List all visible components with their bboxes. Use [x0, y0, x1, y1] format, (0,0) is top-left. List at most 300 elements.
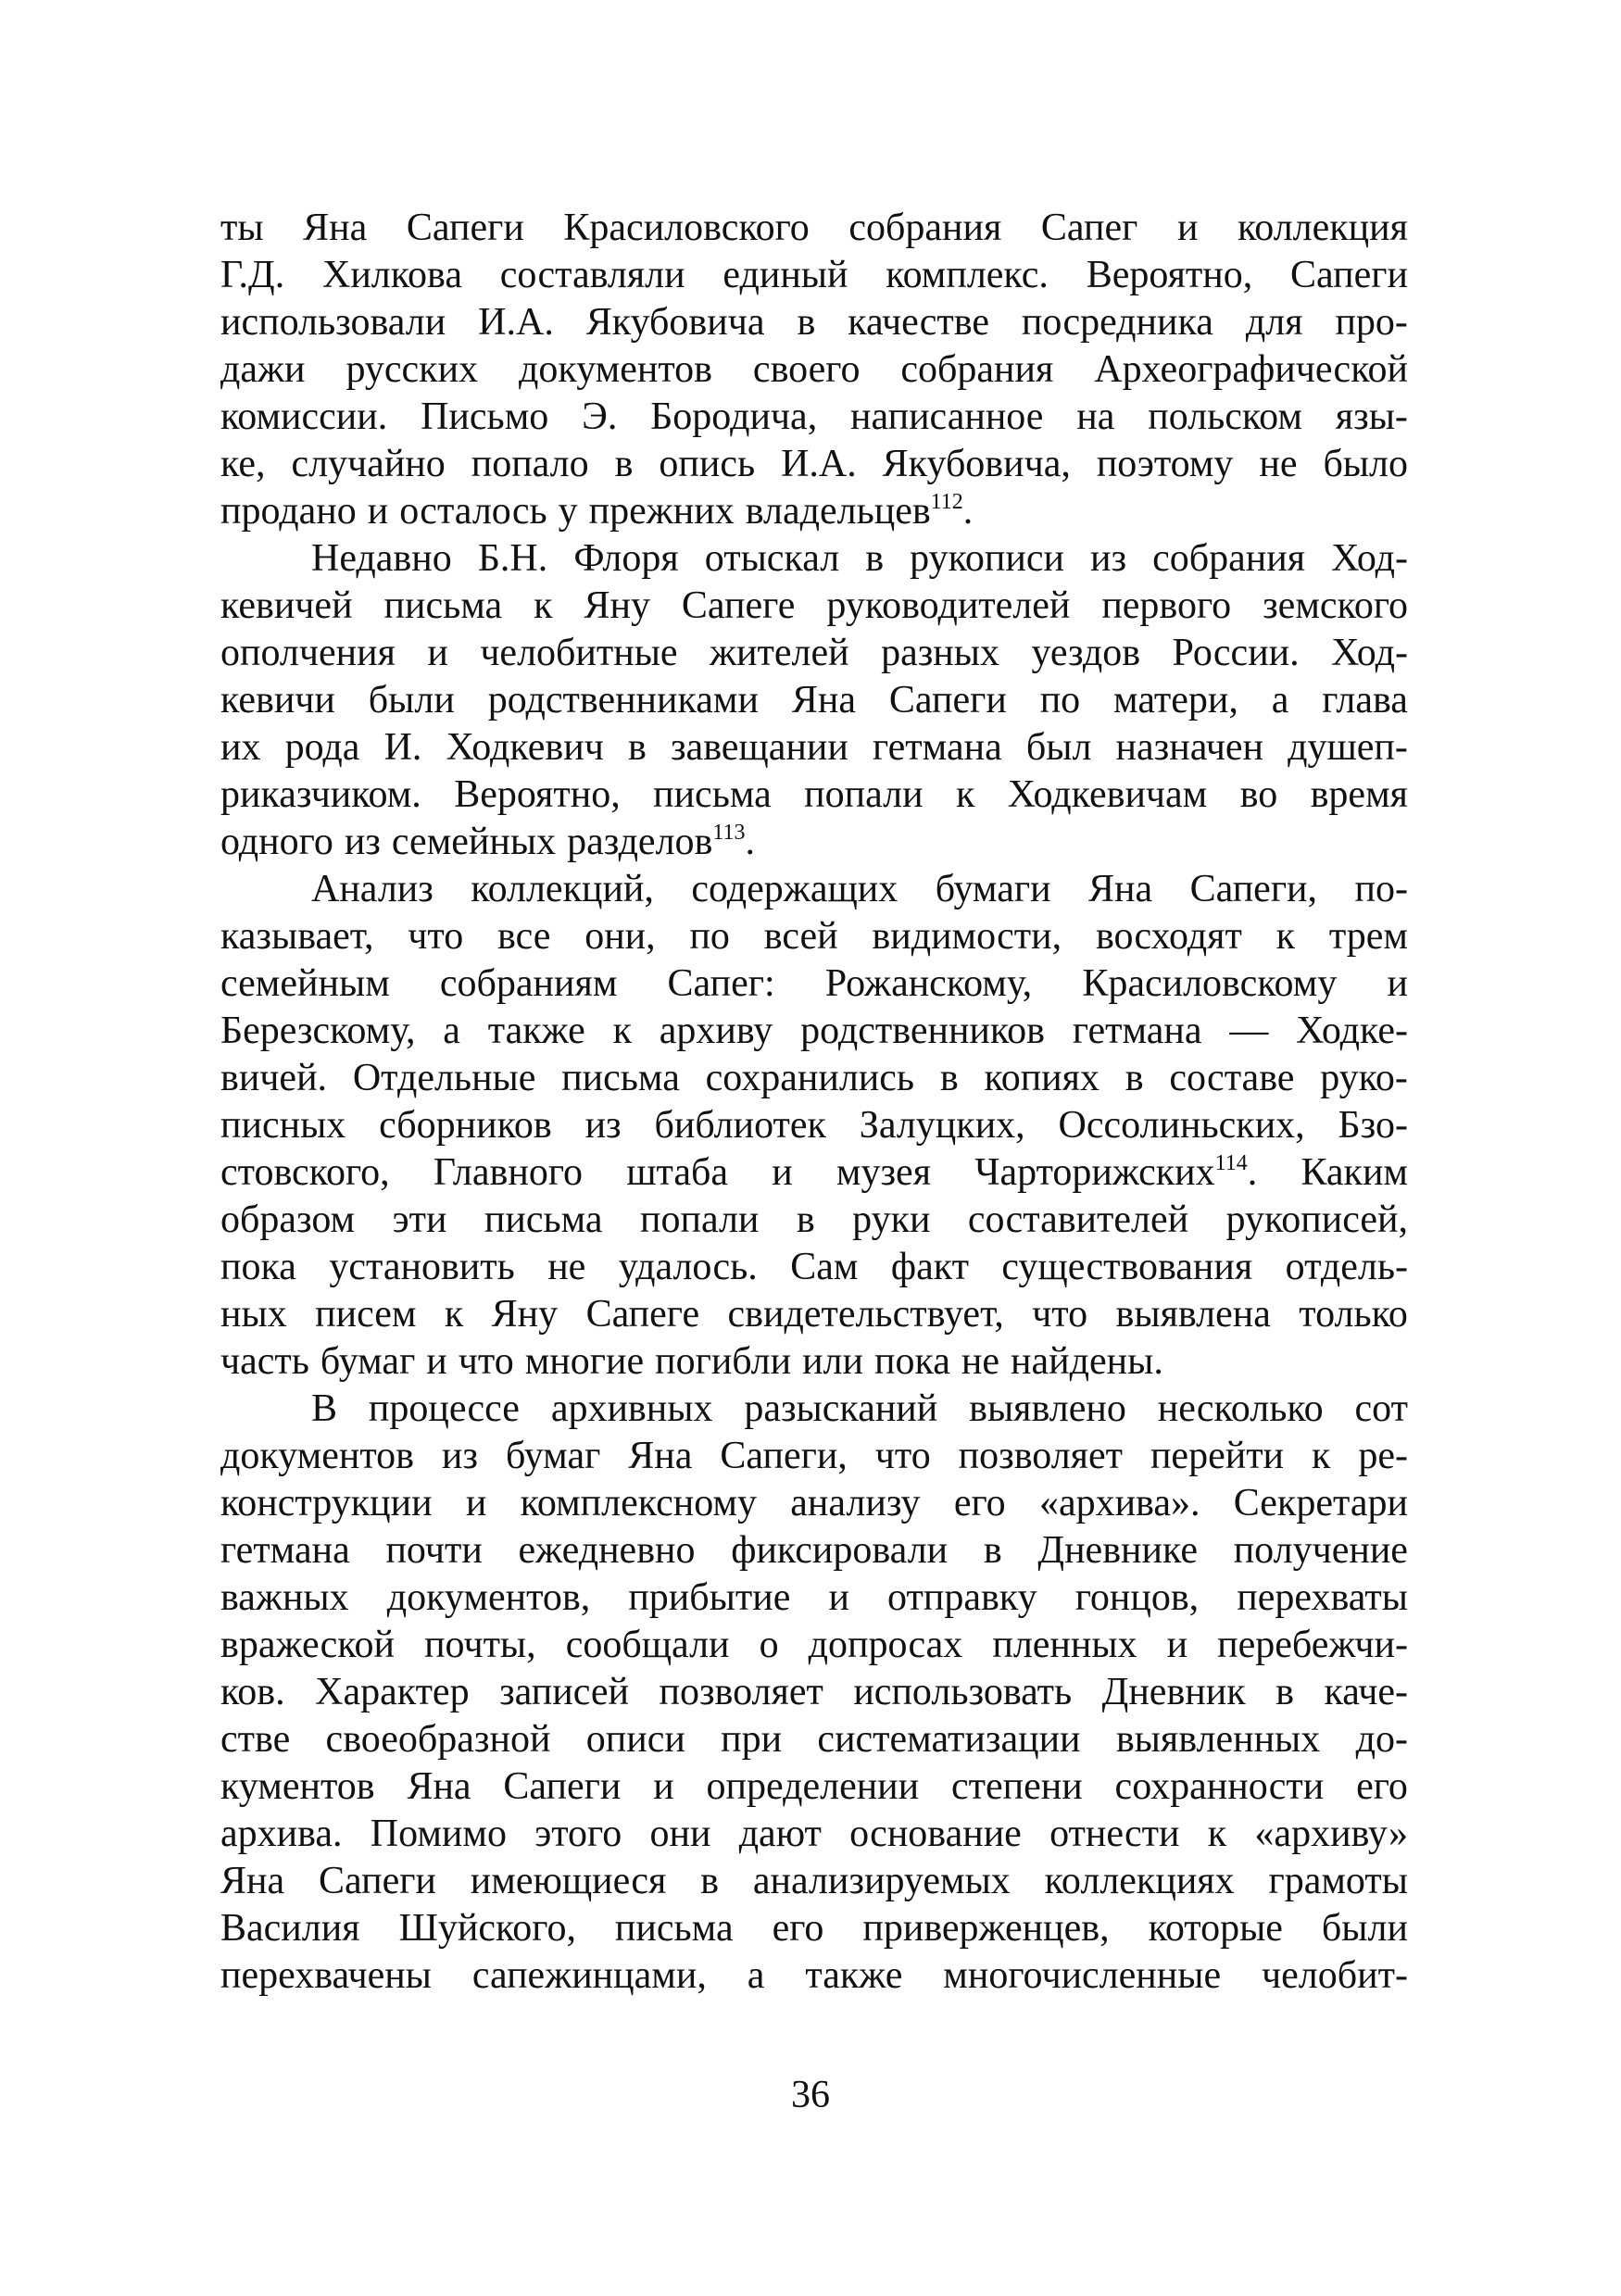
word: были: [368, 679, 455, 721]
word: было: [1323, 443, 1408, 485]
text-line: [220, 1291, 1408, 1338]
word: были: [1321, 1907, 1408, 1950]
word: документов: [519, 348, 712, 391]
text-line: [220, 252, 1408, 299]
word: комплексному: [520, 1482, 757, 1524]
word: библиотек: [654, 1104, 826, 1147]
word: кументов: [220, 1765, 375, 1808]
word: в: [796, 1198, 815, 1241]
word: казывает,: [220, 915, 374, 958]
word: и: [828, 1576, 849, 1619]
word: попало: [471, 443, 589, 485]
text-line: [220, 819, 1408, 866]
word: в: [614, 443, 634, 485]
word: грамоты: [1268, 1860, 1408, 1902]
word: гонцов,: [1074, 1576, 1200, 1619]
word: Сапеге: [585, 1293, 700, 1336]
word: рукописей,: [1225, 1198, 1408, 1241]
paragraph: [220, 535, 1408, 866]
word: а: [1271, 679, 1289, 721]
word: Характер: [315, 1671, 470, 1713]
word: владельцев$^{112}$.: [745, 490, 974, 533]
word: архива.: [220, 1813, 343, 1855]
word: архивных: [550, 1387, 713, 1430]
word: ежедневно: [518, 1529, 696, 1572]
word: Сапеги: [503, 1765, 622, 1808]
word: Сапег: [1040, 207, 1138, 249]
paragraph: [220, 205, 1408, 535]
word: комиссии.: [220, 395, 388, 438]
text-line: [220, 960, 1408, 1008]
word: дажи: [220, 348, 306, 391]
word: и: [427, 632, 448, 674]
footnote-mark: 114: [1214, 1151, 1248, 1175]
word: Сапеге: [681, 584, 796, 627]
word: попали: [804, 773, 924, 816]
text-line: [220, 1244, 1408, 1291]
word: письма: [614, 1907, 734, 1950]
word: Каким: [1301, 1151, 1408, 1194]
word: по: [1039, 679, 1081, 721]
word: Флоря: [573, 537, 679, 580]
word: не: [961, 1340, 1000, 1383]
word: Письмо: [421, 395, 549, 438]
paragraph: [220, 1386, 1408, 2000]
text-line: [220, 1858, 1408, 1905]
word: к: [444, 1293, 464, 1336]
word: установить: [329, 1246, 515, 1288]
word: собрания: [900, 348, 1054, 391]
word: Якубовича: [585, 301, 765, 344]
text-line: [220, 1716, 1408, 1763]
word: в: [797, 301, 816, 344]
word: выявлена: [1115, 1293, 1271, 1336]
word: все: [497, 915, 551, 958]
word: многочисленные: [943, 1954, 1222, 1997]
word: бумаги: [935, 868, 1051, 910]
word: гетмана: [220, 1529, 350, 1572]
word: написанное: [850, 395, 1044, 438]
text-line: [220, 1102, 1408, 1149]
word: польском: [1148, 395, 1302, 438]
word: бумаг: [505, 1435, 601, 1477]
text-line: [220, 772, 1408, 819]
word: перехвачены: [220, 1954, 432, 1997]
word: Рожанскому,: [824, 962, 1033, 1005]
word: дают: [738, 1813, 822, 1855]
word: до-: [1355, 1718, 1408, 1761]
text-line: [220, 1197, 1408, 1244]
word: единый: [723, 254, 848, 296]
word: кевичей: [220, 584, 353, 627]
word: к: [534, 584, 553, 627]
word: ков.: [220, 1671, 285, 1713]
word: про-: [1335, 301, 1408, 344]
word: Э.: [582, 395, 618, 438]
word: риказчиком.: [220, 773, 421, 816]
word: родственниками: [487, 679, 759, 721]
word: качестве: [848, 301, 989, 344]
word: поэтому: [1096, 443, 1234, 485]
word: Березскому,: [220, 1010, 416, 1052]
text-line: [220, 394, 1408, 441]
text-line: [220, 1480, 1408, 1527]
word: и: [367, 490, 389, 533]
word: видимости,: [872, 915, 1062, 958]
word: прибытие: [628, 1576, 791, 1619]
text-line: [220, 583, 1408, 630]
word: часть: [220, 1340, 309, 1383]
word: семейным: [220, 962, 390, 1005]
word: писных: [220, 1104, 346, 1147]
text-line: [220, 1527, 1408, 1575]
word: Ходкевичам: [1007, 773, 1208, 816]
word: основание: [849, 1813, 1022, 1855]
word: отыскал: [704, 537, 840, 580]
word: что: [458, 1340, 514, 1383]
word: сапежинцами,: [471, 1954, 707, 1997]
word: трем: [1328, 915, 1408, 958]
word: в: [983, 1529, 1002, 1572]
word: завещании: [670, 726, 848, 769]
word: рукописи: [910, 537, 1064, 580]
word: сот: [1354, 1387, 1408, 1430]
word: систематизации: [817, 1718, 1081, 1761]
word: Дневник: [1101, 1671, 1246, 1713]
word: составе: [1169, 1057, 1295, 1099]
word: Хилкова: [322, 254, 462, 296]
word: важных: [220, 1576, 349, 1619]
word: каче-: [1324, 1671, 1408, 1713]
word: сохранности: [1114, 1765, 1325, 1808]
word: Оссолиньских,: [1058, 1104, 1305, 1147]
word: Секретари: [1233, 1482, 1408, 1524]
word: свидетельствует,: [727, 1293, 1004, 1336]
word: Помимо: [370, 1813, 507, 1855]
word: вражеской: [220, 1624, 396, 1666]
word: документов,: [386, 1576, 591, 1619]
word: этого: [534, 1813, 622, 1855]
word: руки: [852, 1198, 931, 1241]
text-line: [220, 488, 1408, 535]
word: писем: [315, 1293, 417, 1336]
word: Сапеги: [318, 1860, 436, 1902]
word: а: [443, 1010, 460, 1052]
word: коллекций,: [471, 868, 654, 910]
word: к: [1275, 915, 1296, 958]
word: Красиловского: [563, 207, 810, 249]
word: Сапеги: [406, 207, 524, 249]
word: жителей: [710, 632, 849, 674]
word: по-: [1354, 868, 1408, 910]
word: и: [1387, 962, 1408, 1005]
word: а: [747, 1954, 765, 1997]
word: перейти: [1150, 1435, 1285, 1477]
word: его: [1356, 1765, 1408, 1808]
word: его: [953, 1482, 1006, 1524]
word: восходят: [1095, 915, 1242, 958]
word: Яну: [584, 584, 650, 627]
word: использовать: [853, 1671, 1073, 1713]
word: Василия: [220, 1907, 360, 1950]
word: выявлено: [969, 1387, 1126, 1430]
word: Б.Н.: [477, 537, 548, 580]
word: архиву: [659, 1010, 773, 1052]
word: и: [465, 1482, 487, 1524]
word: кевичи: [220, 679, 335, 721]
word: Сапеги: [888, 679, 1007, 721]
text-line: [220, 1338, 1408, 1386]
word: Ходке-: [1296, 1010, 1408, 1052]
word: составителей: [967, 1198, 1189, 1241]
word: на: [1076, 395, 1115, 438]
word: почти: [385, 1529, 483, 1572]
word: что: [1032, 1293, 1088, 1336]
text-line: [220, 866, 1408, 913]
word: ополчения: [220, 632, 396, 674]
word: из: [1090, 537, 1127, 580]
text-line: [220, 630, 1408, 677]
word: копиях: [984, 1057, 1100, 1099]
text-line: [220, 724, 1408, 772]
word: своего: [752, 348, 861, 391]
word: разделов$^{113}$.: [567, 821, 755, 863]
word: ре-: [1358, 1435, 1408, 1477]
word: бумаг: [320, 1340, 416, 1383]
word: не: [1259, 443, 1298, 485]
text-line: [220, 1008, 1408, 1055]
page-number: 36: [791, 2074, 830, 2116]
word: коллекция: [1238, 207, 1408, 249]
word: разных: [881, 632, 999, 674]
word: отправку: [887, 1576, 1037, 1619]
word: отнести: [1049, 1813, 1180, 1855]
word: также: [805, 1954, 903, 1997]
word: Бородича,: [650, 395, 818, 438]
word: осталось: [399, 490, 547, 533]
word: Г.Д.: [220, 254, 285, 296]
word: о: [759, 1624, 779, 1666]
text-line: [220, 1905, 1408, 1952]
word: Яна: [791, 679, 856, 721]
word: процессе: [368, 1387, 520, 1430]
word: во: [1239, 773, 1278, 816]
footnote-mark: 113: [712, 821, 746, 845]
word: матери,: [1113, 679, 1238, 721]
text-line: [220, 535, 1408, 583]
word: Сам: [790, 1246, 859, 1288]
word: в: [1125, 1057, 1144, 1099]
word: и: [426, 1340, 447, 1383]
word: ты: [220, 207, 264, 249]
word: что: [874, 1435, 931, 1477]
word: штаба: [626, 1151, 729, 1194]
paragraph: [220, 866, 1408, 1386]
word: руководителей: [826, 584, 1071, 627]
word: Сапеги: [1290, 254, 1408, 296]
word: и: [1166, 1624, 1188, 1666]
word: назначен: [1115, 726, 1263, 769]
word: руко-: [1320, 1057, 1408, 1099]
word: вичей.: [220, 1057, 328, 1099]
word: анализу: [790, 1482, 921, 1524]
word: В: [311, 1387, 338, 1430]
word: Яна: [220, 1860, 285, 1902]
word: Яну: [491, 1293, 559, 1336]
word: составляли: [499, 254, 685, 296]
word: пленных: [992, 1624, 1137, 1666]
word: родственников: [800, 1010, 1046, 1052]
word: стовского,: [220, 1151, 390, 1194]
word: из: [441, 1435, 478, 1477]
word: время: [1310, 773, 1408, 816]
word: из: [584, 1104, 622, 1147]
word: комплекс.: [886, 254, 1049, 296]
word: первого: [1101, 584, 1232, 627]
word: был: [1025, 726, 1092, 769]
word: собрания: [1152, 537, 1306, 580]
word: сохранились: [705, 1057, 915, 1099]
word: Залуцких,: [859, 1104, 1025, 1147]
word: стве: [220, 1718, 291, 1761]
word: пока: [220, 1246, 296, 1288]
word: допросах: [808, 1624, 963, 1666]
word: письма: [653, 773, 772, 816]
word: И.А.: [781, 443, 857, 485]
word: душеп-: [1288, 726, 1408, 769]
word: содержащих: [691, 868, 898, 910]
word: опись: [659, 443, 756, 485]
word: Вероятно,: [454, 773, 621, 816]
word: Сапег:: [667, 962, 775, 1005]
word: анализируемых: [752, 1860, 1011, 1902]
text-line: [220, 1811, 1408, 1858]
word: для: [1245, 301, 1303, 344]
word: случайно: [291, 443, 446, 485]
word: —: [1229, 1010, 1269, 1052]
word: ных: [220, 1293, 287, 1336]
word: Ход-: [1331, 632, 1408, 674]
word: И.А.: [478, 301, 554, 344]
word: и: [1176, 207, 1199, 249]
word: в: [627, 726, 647, 769]
word: погибли: [655, 1340, 792, 1383]
word: эти: [392, 1198, 447, 1241]
text-line: [220, 677, 1408, 724]
word: ке,: [220, 443, 266, 485]
word: в: [1275, 1671, 1294, 1713]
text-line: [220, 299, 1408, 346]
word: семейных: [391, 821, 557, 863]
word: только: [1299, 1293, 1408, 1336]
footnote-mark: 112: [930, 490, 963, 514]
word: и: [772, 1151, 793, 1194]
text-line: [220, 346, 1408, 394]
word: челобит-: [1262, 1954, 1408, 1997]
word: Яна: [407, 1765, 471, 1808]
text-line: [220, 1669, 1408, 1716]
word: Бзо-: [1338, 1104, 1408, 1147]
text-line: [220, 441, 1408, 488]
word: при: [721, 1718, 783, 1761]
word: пока: [874, 1340, 950, 1383]
word: сборников: [379, 1104, 552, 1147]
word: позволяет: [659, 1671, 823, 1713]
word: к: [1207, 1813, 1227, 1855]
body-text: [220, 205, 1408, 2000]
word: собрания: [848, 207, 1002, 249]
word: Яна: [303, 207, 368, 249]
word: многие: [524, 1340, 645, 1383]
word: прежних: [588, 490, 735, 533]
word: Сапеги,: [1189, 868, 1318, 910]
word: русских: [346, 348, 479, 391]
word: попали: [640, 1198, 760, 1241]
word: и: [653, 1765, 674, 1808]
word: конструкции: [220, 1482, 433, 1524]
word: посредника: [1021, 301, 1213, 344]
text-line: [220, 1386, 1408, 1433]
word: письма: [383, 584, 503, 627]
word: Чарторижских$^{114}$.: [974, 1151, 1258, 1194]
word: они,: [584, 915, 656, 958]
word: сообщали: [565, 1624, 730, 1666]
word: они: [649, 1813, 711, 1855]
word: факт: [890, 1246, 969, 1288]
word: удалось.: [618, 1246, 758, 1288]
text-line: [220, 1575, 1408, 1622]
word: не: [547, 1246, 586, 1288]
word: перехваты: [1237, 1576, 1408, 1619]
word: почты,: [424, 1624, 536, 1666]
word: письма: [561, 1057, 680, 1099]
word: всей: [763, 915, 838, 958]
word: также: [487, 1010, 585, 1052]
word: Якубовича,: [882, 443, 1071, 485]
word: степени: [950, 1765, 1083, 1808]
word: использовали: [220, 301, 446, 344]
word: письма: [484, 1198, 603, 1241]
word: Отдельные: [352, 1057, 536, 1099]
word: к: [955, 773, 975, 816]
word: Вероятно,: [1086, 254, 1253, 296]
word: получение: [1233, 1529, 1408, 1572]
text-line: [220, 1433, 1408, 1480]
word: Ходкевич: [446, 726, 604, 769]
word: их: [220, 726, 261, 769]
text-line: [220, 1149, 1408, 1197]
text-line: [220, 1952, 1408, 2000]
word: найдены.: [1011, 1340, 1163, 1383]
word: собраниям: [439, 962, 618, 1005]
word: выявленных: [1115, 1718, 1321, 1761]
word: перебежчи-: [1217, 1624, 1408, 1666]
text-line: [220, 1622, 1408, 1669]
word: по: [689, 915, 730, 958]
word: музея: [836, 1151, 932, 1194]
word: язы-: [1335, 395, 1408, 438]
word: Анализ: [311, 868, 434, 910]
word: Главного: [433, 1151, 584, 1194]
word: коллекциях: [1044, 1860, 1235, 1902]
word: Ход-: [1331, 537, 1408, 580]
word: в: [865, 537, 885, 580]
word: которые: [1148, 1907, 1283, 1950]
word: в: [939, 1057, 959, 1099]
word: определении: [706, 1765, 920, 1808]
word: записей: [499, 1671, 629, 1713]
word: рода: [284, 726, 360, 769]
